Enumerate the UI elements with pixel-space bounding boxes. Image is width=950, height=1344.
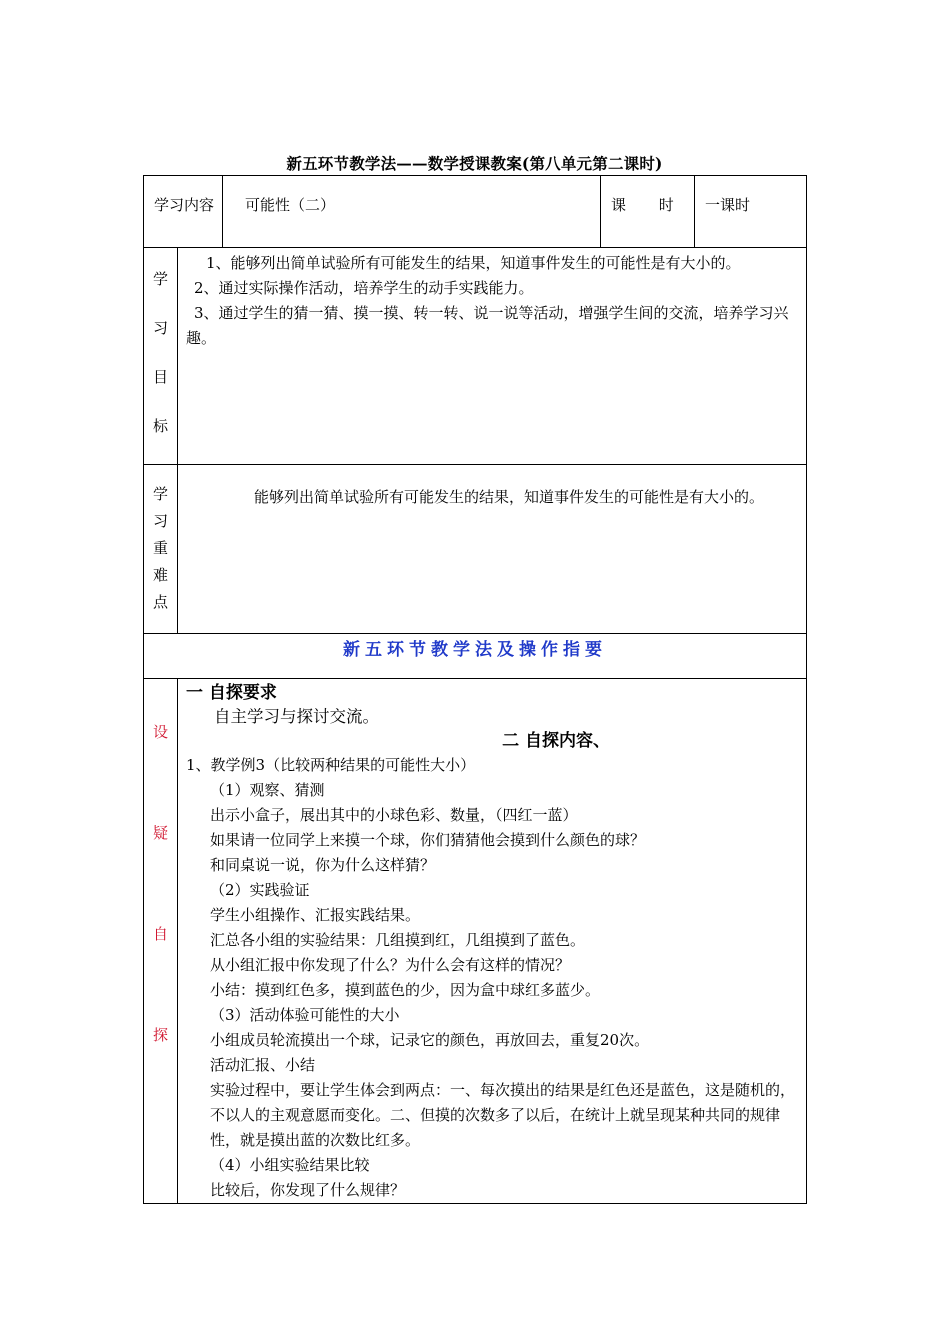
goal-item: 1、能够列出简单试验所有可能发生的结果，知道事件发生的可能性是有大小的。 [206,254,741,272]
key-points-row [144,465,807,634]
content-line: （3）活动体验可能性的大小 [210,1006,400,1024]
label-period-cell [601,176,695,248]
main-label-char: 疑 [152,824,168,842]
content-line: 比较后，你发现了什么规律？ [210,1181,406,1199]
key-points-text: 能够列出简单试验所有可能发生的结果，知道事件发生的可能性是有大小的。 [254,488,765,506]
goals-content-cell [178,248,807,465]
lesson-period: 一课时 [705,196,751,214]
key-content-cell [178,465,807,634]
content-line: 1、教学例3（比较两种结果的可能性大小） [186,756,476,774]
content-line: 如果请一位同学上来摸一个球，你们猜猜他会摸到什么颜色的球？ [210,831,646,849]
main-label-char: 设 [152,723,168,741]
lesson-plan-table [143,175,807,1204]
goals-label-cell [144,248,178,465]
banner-row [144,634,807,679]
content-line: （1）观察、猜测 [210,781,325,799]
key-label-char: 学 [152,485,168,503]
key-points-label [144,465,177,612]
key-label-char: 难 [152,566,168,584]
goals-label-char: 目 [152,368,168,386]
main-label-cell [144,679,178,1204]
section-banner: 新五环节教学法及操作指要 [343,640,607,660]
goal-item: 2、通过实际操作活动，培养学生的动手实践能力。 [194,279,534,297]
label-period: 课 时 [611,196,688,214]
section-text: 自主学习与探讨交流。 [214,707,379,726]
key-label-char: 点 [152,593,168,611]
content-line: （2）实践验证 [210,881,310,899]
content-line: 从小组汇报中你发现了什么？为什么会有这样的情况？ [210,956,571,974]
goals-label [144,248,177,436]
key-label-char: 重 [152,539,168,557]
goals-label-char: 学 [152,270,168,288]
section-heading: 一 自探要求 [186,683,277,703]
content-line: 学生小组操作、汇报实践结果。 [210,906,421,924]
section-heading: 二 自探内容、 [502,731,611,751]
key-label-char: 习 [152,512,168,530]
content-line: 实验过程中，要让学生体会到两点：一、每次摸出的结果是红色还是蓝色，这是随机的，不以人的主观意愿而变化。二、但摸的次数多了以后，在统计上就呈现某种共同的规律性，就是摸出蓝的次数比红多。 [210,1081,796,1149]
lesson-content: 可能性（二） [245,196,336,214]
header-row [144,176,807,248]
goals-list [178,248,806,351]
main-label-char: 探 [152,1026,168,1044]
content-cell [223,176,601,248]
content-line: 汇总各小组的实验结果：几组摸到红，几组摸到了蓝色。 [210,931,586,949]
main-content [178,679,806,1203]
label-content-cell [144,176,223,248]
goals-row [144,248,807,465]
main-label-char: 自 [152,925,168,943]
main-row [144,679,807,1204]
content-line: 小结：摸到红色多，摸到蓝色的少，因为盒中球红多蓝少。 [210,981,601,999]
period-cell [695,176,807,248]
content-line: 活动汇报、小结 [210,1056,316,1074]
main-content-cell [178,679,807,1204]
page-title: 新五环节教学法——数学授课教案(第八单元第二课时) [286,154,663,173]
goal-item: 3、通过学生的猜一猜、摸一摸、转一转、说一说等活动，增强学生间的交流，培养学习兴趣。 [186,304,789,347]
content-line: 小组成员轮流摸出一个球，记录它的颜色，再放回去，重复20次。 [210,1031,650,1049]
goals-label-char: 习 [152,319,168,337]
content-line: （4）小组实验结果比较 [210,1156,370,1174]
goals-label-char: 标 [152,417,168,435]
content-line: 和同桌说一说，你为什么这样猜？ [210,856,436,874]
banner-cell [144,634,807,679]
label-content: 学习内容 [154,196,215,214]
main-label [144,679,177,1045]
content-line: 出示小盒子，展出其中的小球色彩、数量，（四红一蓝） [210,806,578,824]
key-label-cell [144,465,178,634]
